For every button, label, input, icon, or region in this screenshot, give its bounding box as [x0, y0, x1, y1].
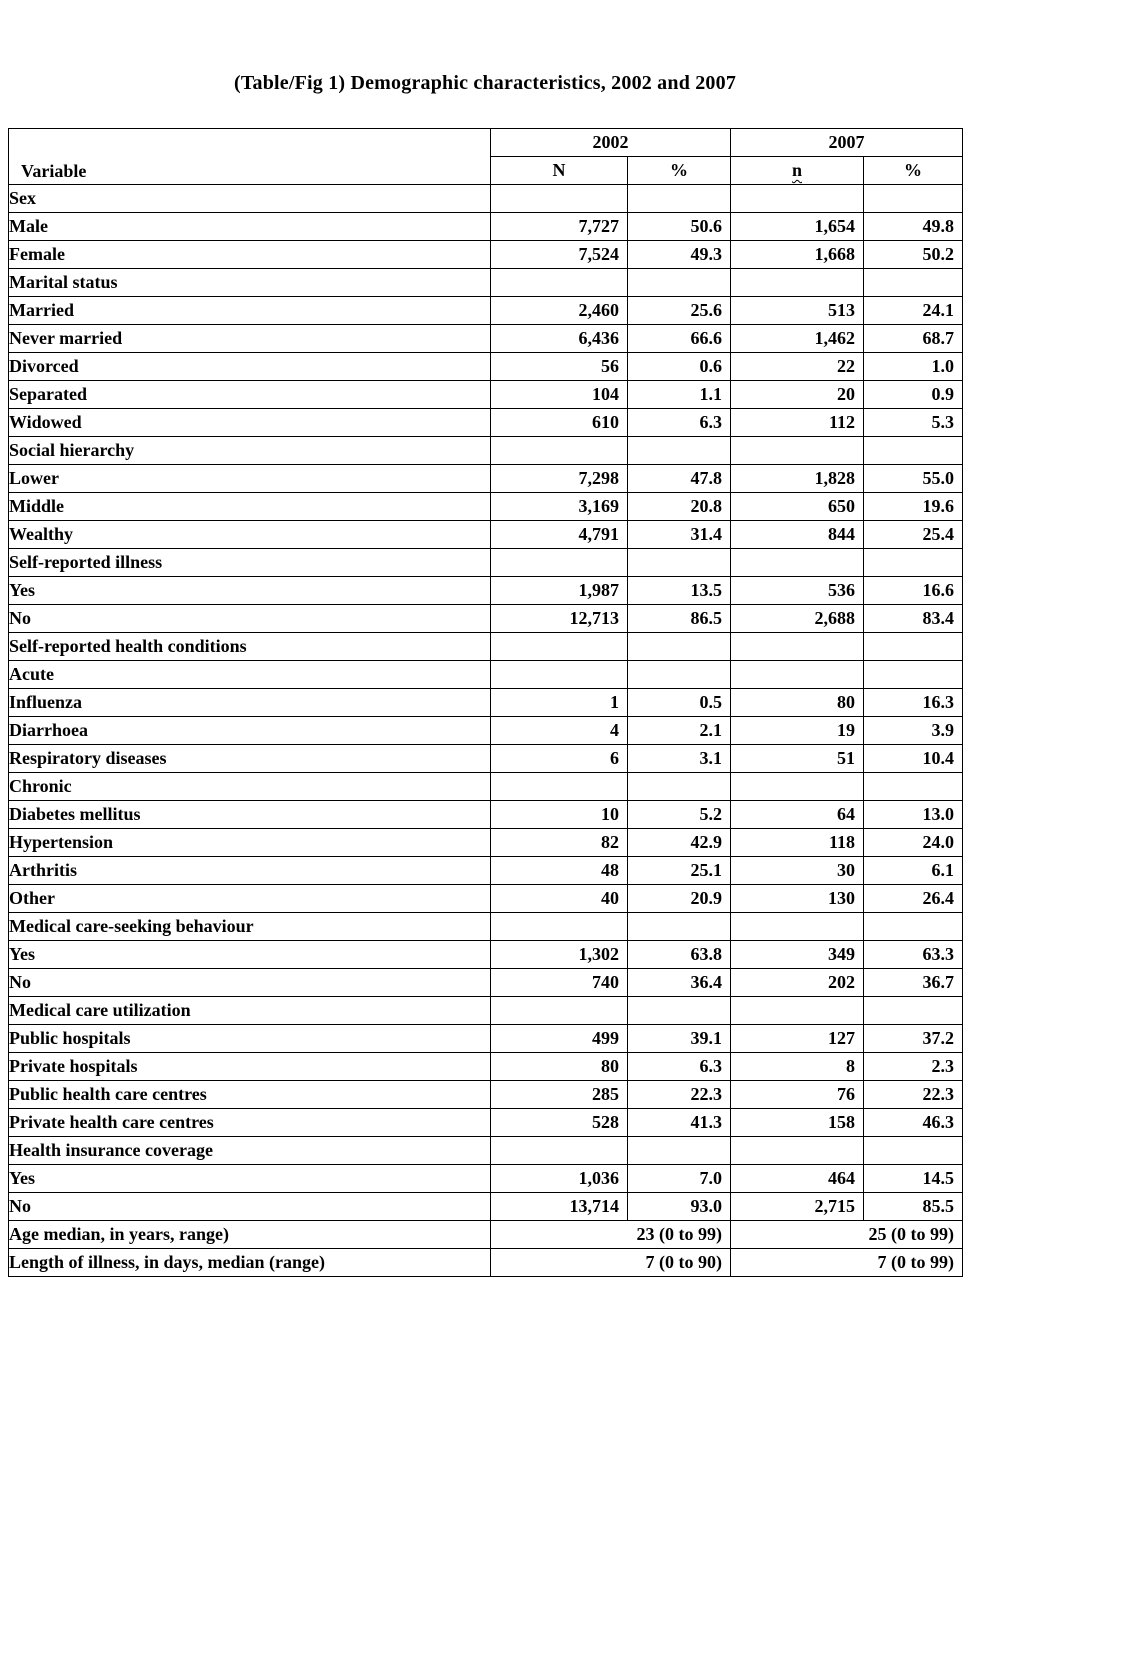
cell-n-2002: [491, 997, 628, 1025]
cell-pct-2002: 7.0: [628, 1165, 731, 1193]
row-label: Self-reported illness: [9, 549, 491, 577]
cell-n-2007: [731, 773, 864, 801]
table-row: [9, 1249, 963, 1277]
cell-pct-2002: [628, 1137, 731, 1165]
cell-n-2007: 22: [731, 353, 864, 381]
table-row: [9, 493, 963, 521]
cell-n-2002: [491, 633, 628, 661]
cell-n-2002: 10: [491, 801, 628, 829]
cell-pct-2007: 55.0: [864, 465, 963, 493]
cell-n-2007: 64: [731, 801, 864, 829]
row-label: Hypertension: [9, 829, 491, 857]
table-row: [9, 1025, 963, 1053]
cell-pct-2002: [628, 913, 731, 941]
cell-pct-2002: 47.8: [628, 465, 731, 493]
cell-n-2002: [491, 269, 628, 297]
column-group-2002: 2002: [491, 129, 731, 157]
cell-pct-2002: 22.3: [628, 1081, 731, 1109]
cell-n-2007: 127: [731, 1025, 864, 1053]
table-row: [9, 185, 963, 213]
cell-pct-2002: 42.9: [628, 829, 731, 857]
cell-pct-2007: 10.4: [864, 745, 963, 773]
row-label: Female: [9, 241, 491, 269]
table-row: [9, 633, 963, 661]
row-label: Married: [9, 297, 491, 325]
cell-n-2002: 6: [491, 745, 628, 773]
column-header-n-2007: [731, 157, 864, 185]
cell-2002-span: 23 (0 to 99): [491, 1221, 731, 1249]
cell-n-2002: 40: [491, 885, 628, 913]
cell-pct-2002: 0.6: [628, 353, 731, 381]
cell-n-2002: [491, 773, 628, 801]
cell-n-2007: [731, 185, 864, 213]
cell-pct-2007: 50.2: [864, 241, 963, 269]
table-row: [9, 1193, 963, 1221]
cell-n-2007: 1,654: [731, 213, 864, 241]
cell-n-2007: 1,828: [731, 465, 864, 493]
row-label: Arthritis: [9, 857, 491, 885]
column-header-variable: Variable: [9, 129, 491, 185]
cell-2007-span: 7 (0 to 99): [731, 1249, 963, 1277]
cell-n-2007: 1,462: [731, 325, 864, 353]
cell-pct-2007: 3.9: [864, 717, 963, 745]
row-label: Wealthy: [9, 521, 491, 549]
row-label: Chronic: [9, 773, 491, 801]
table-row: [9, 577, 963, 605]
row-label: Public health care centres: [9, 1081, 491, 1109]
cell-pct-2002: [628, 773, 731, 801]
cell-n-2007: 8: [731, 1053, 864, 1081]
table-row: [9, 353, 963, 381]
cell-pct-2007: 16.3: [864, 689, 963, 717]
row-label: Marital status: [9, 269, 491, 297]
table-row: [9, 969, 963, 997]
row-label: No: [9, 1193, 491, 1221]
cell-pct-2002: 1.1: [628, 381, 731, 409]
table-row: [9, 549, 963, 577]
cell-n-2002: 4: [491, 717, 628, 745]
cell-n-2002: 610: [491, 409, 628, 437]
cell-pct-2007: 25.4: [864, 521, 963, 549]
table-row: [9, 465, 963, 493]
row-label: Medical care-seeking behaviour: [9, 913, 491, 941]
cell-pct-2007: [864, 997, 963, 1025]
cell-pct-2007: 2.3: [864, 1053, 963, 1081]
cell-n-2002: 104: [491, 381, 628, 409]
row-label: Widowed: [9, 409, 491, 437]
cell-pct-2002: 3.1: [628, 745, 731, 773]
row-label: Private health care centres: [9, 1109, 491, 1137]
cell-pct-2002: [628, 437, 731, 465]
cell-pct-2007: 16.6: [864, 577, 963, 605]
cell-pct-2007: 24.0: [864, 829, 963, 857]
cell-pct-2007: 13.0: [864, 801, 963, 829]
cell-n-2002: [491, 913, 628, 941]
cell-n-2007: 118: [731, 829, 864, 857]
cell-pct-2002: 41.3: [628, 1109, 731, 1137]
cell-2002-span: 7 (0 to 90): [491, 1249, 731, 1277]
table-row: [9, 1165, 963, 1193]
cell-pct-2002: 6.3: [628, 409, 731, 437]
cell-pct-2002: [628, 549, 731, 577]
cell-2007-span: 25 (0 to 99): [731, 1221, 963, 1249]
cell-pct-2007: [864, 913, 963, 941]
column-group-2007: 2007: [731, 129, 963, 157]
table-row: [9, 1137, 963, 1165]
cell-n-2007: 51: [731, 745, 864, 773]
cell-n-2007: 130: [731, 885, 864, 913]
cell-n-2007: 2,688: [731, 605, 864, 633]
table-body: [9, 185, 963, 1277]
cell-pct-2002: 25.6: [628, 297, 731, 325]
cell-n-2007: 513: [731, 297, 864, 325]
table-row: [9, 1221, 963, 1249]
row-label: No: [9, 605, 491, 633]
cell-n-2002: 740: [491, 969, 628, 997]
cell-n-2007: 80: [731, 689, 864, 717]
cell-n-2007: 76: [731, 1081, 864, 1109]
cell-n-2007: [731, 437, 864, 465]
cell-n-2002: [491, 437, 628, 465]
cell-n-2002: [491, 549, 628, 577]
cell-n-2007: 202: [731, 969, 864, 997]
cell-pct-2002: [628, 269, 731, 297]
cell-pct-2007: 14.5: [864, 1165, 963, 1193]
cell-n-2002: [491, 1137, 628, 1165]
cell-pct-2007: [864, 773, 963, 801]
table-row: [9, 1081, 963, 1109]
cell-n-2002: 12,713: [491, 605, 628, 633]
cell-n-2007: 650: [731, 493, 864, 521]
row-label: Never married: [9, 325, 491, 353]
cell-pct-2007: 68.7: [864, 325, 963, 353]
table-row: [9, 605, 963, 633]
cell-pct-2002: 49.3: [628, 241, 731, 269]
cell-pct-2002: 13.5: [628, 577, 731, 605]
cell-n-2002: 4,791: [491, 521, 628, 549]
row-label: Sex: [9, 185, 491, 213]
cell-n-2002: 7,524: [491, 241, 628, 269]
row-label: Influenza: [9, 689, 491, 717]
table-row: [9, 325, 963, 353]
cell-n-2002: 7,727: [491, 213, 628, 241]
cell-pct-2002: 86.5: [628, 605, 731, 633]
table-row: [9, 213, 963, 241]
row-label: Medical care utilization: [9, 997, 491, 1025]
cell-n-2007: 158: [731, 1109, 864, 1137]
n-2007-label: n: [791, 160, 802, 181]
cell-pct-2002: 31.4: [628, 521, 731, 549]
cell-pct-2007: [864, 633, 963, 661]
cell-n-2002: [491, 185, 628, 213]
cell-pct-2007: 63.3: [864, 941, 963, 969]
row-label: Other: [9, 885, 491, 913]
cell-pct-2002: 39.1: [628, 1025, 731, 1053]
demographics-table: [8, 128, 963, 1277]
cell-pct-2002: 93.0: [628, 1193, 731, 1221]
row-label: Separated: [9, 381, 491, 409]
row-label: Social hierarchy: [9, 437, 491, 465]
cell-pct-2007: 83.4: [864, 605, 963, 633]
cell-n-2007: [731, 1137, 864, 1165]
cell-pct-2007: 6.1: [864, 857, 963, 885]
table-row: [9, 661, 963, 689]
cell-n-2002: 80: [491, 1053, 628, 1081]
table-row: [9, 885, 963, 913]
cell-pct-2002: [628, 997, 731, 1025]
cell-pct-2007: [864, 269, 963, 297]
cell-pct-2007: 26.4: [864, 885, 963, 913]
row-label: Diabetes mellitus: [9, 801, 491, 829]
cell-n-2007: 464: [731, 1165, 864, 1193]
row-label: Public hospitals: [9, 1025, 491, 1053]
cell-n-2007: 1,668: [731, 241, 864, 269]
row-label: Length of illness, in days, median (range): [9, 1249, 491, 1277]
cell-pct-2002: [628, 661, 731, 689]
cell-n-2002: 285: [491, 1081, 628, 1109]
table-row: [9, 717, 963, 745]
cell-pct-2002: 20.8: [628, 493, 731, 521]
row-label: Yes: [9, 941, 491, 969]
cell-n-2007: 536: [731, 577, 864, 605]
cell-n-2007: [731, 997, 864, 1025]
row-label: Diarrhoea: [9, 717, 491, 745]
row-label: Age median, in years, range): [9, 1221, 491, 1249]
cell-n-2002: 1: [491, 689, 628, 717]
cell-pct-2002: [628, 185, 731, 213]
cell-n-2002: 6,436: [491, 325, 628, 353]
cell-n-2007: 844: [731, 521, 864, 549]
cell-n-2007: [731, 633, 864, 661]
table-row: [9, 773, 963, 801]
cell-pct-2002: [628, 633, 731, 661]
cell-n-2007: 20: [731, 381, 864, 409]
table-row: [9, 745, 963, 773]
cell-n-2002: 528: [491, 1109, 628, 1137]
table-row: [9, 297, 963, 325]
row-label: Yes: [9, 577, 491, 605]
cell-n-2007: [731, 269, 864, 297]
table-row: [9, 437, 963, 465]
cell-n-2007: 30: [731, 857, 864, 885]
cell-pct-2002: 36.4: [628, 969, 731, 997]
cell-pct-2007: [864, 549, 963, 577]
cell-n-2002: 82: [491, 829, 628, 857]
cell-pct-2007: 36.7: [864, 969, 963, 997]
column-header-pct-2007: %: [864, 157, 963, 185]
table-row: [9, 1053, 963, 1081]
cell-pct-2007: [864, 185, 963, 213]
cell-pct-2002: 63.8: [628, 941, 731, 969]
row-label: Yes: [9, 1165, 491, 1193]
table-row: [9, 801, 963, 829]
column-header-pct-2002: %: [628, 157, 731, 185]
table-row: [9, 1109, 963, 1137]
cell-pct-2002: 6.3: [628, 1053, 731, 1081]
cell-pct-2007: 85.5: [864, 1193, 963, 1221]
table-row: [9, 829, 963, 857]
cell-pct-2002: 25.1: [628, 857, 731, 885]
table-row: [9, 941, 963, 969]
cell-n-2002: [491, 661, 628, 689]
cell-pct-2007: [864, 1137, 963, 1165]
row-label: Private hospitals: [9, 1053, 491, 1081]
cell-n-2002: 3,169: [491, 493, 628, 521]
cell-n-2007: [731, 913, 864, 941]
cell-pct-2007: 1.0: [864, 353, 963, 381]
row-label: Acute: [9, 661, 491, 689]
page-title: (Table/Fig 1) Demographic characteristics, 2002 and 2007: [233, 72, 737, 94]
cell-n-2007: 349: [731, 941, 864, 969]
cell-pct-2007: 5.3: [864, 409, 963, 437]
cell-n-2002: 7,298: [491, 465, 628, 493]
cell-n-2007: [731, 549, 864, 577]
column-header-n-2002: N: [491, 157, 628, 185]
cell-pct-2007: 46.3: [864, 1109, 963, 1137]
row-label: Middle: [9, 493, 491, 521]
row-label: Respiratory diseases: [9, 745, 491, 773]
row-label: Divorced: [9, 353, 491, 381]
row-label: Male: [9, 213, 491, 241]
row-label: Self-reported health conditions: [9, 633, 491, 661]
cell-n-2002: 13,714: [491, 1193, 628, 1221]
cell-n-2007: 112: [731, 409, 864, 437]
cell-n-2002: 56: [491, 353, 628, 381]
cell-pct-2007: 37.2: [864, 1025, 963, 1053]
cell-n-2002: 48: [491, 857, 628, 885]
cell-n-2002: 1,302: [491, 941, 628, 969]
table-row: [9, 269, 963, 297]
cell-n-2007: 19: [731, 717, 864, 745]
cell-pct-2002: 50.6: [628, 213, 731, 241]
table-row: [9, 997, 963, 1025]
header-row-years: [9, 129, 963, 157]
cell-pct-2007: 24.1: [864, 297, 963, 325]
cell-pct-2007: 19.6: [864, 493, 963, 521]
cell-pct-2002: 2.1: [628, 717, 731, 745]
cell-pct-2007: 0.9: [864, 381, 963, 409]
cell-n-2007: [731, 661, 864, 689]
cell-n-2007: 2,715: [731, 1193, 864, 1221]
cell-n-2002: 1,036: [491, 1165, 628, 1193]
table-row: [9, 241, 963, 269]
row-label: No: [9, 969, 491, 997]
cell-pct-2007: [864, 661, 963, 689]
table-row: [9, 689, 963, 717]
cell-pct-2007: 22.3: [864, 1081, 963, 1109]
cell-pct-2002: 20.9: [628, 885, 731, 913]
cell-n-2002: 1,987: [491, 577, 628, 605]
table-row: [9, 913, 963, 941]
cell-pct-2002: 66.6: [628, 325, 731, 353]
table-row: [9, 409, 963, 437]
cell-pct-2007: [864, 437, 963, 465]
row-label: Health insurance coverage: [9, 1137, 491, 1165]
cell-pct-2002: 0.5: [628, 689, 731, 717]
cell-pct-2002: 5.2: [628, 801, 731, 829]
row-label: Lower: [9, 465, 491, 493]
cell-n-2002: 499: [491, 1025, 628, 1053]
cell-n-2002: 2,460: [491, 297, 628, 325]
table-row: [9, 857, 963, 885]
table-row: [9, 521, 963, 549]
table-row: [9, 381, 963, 409]
cell-pct-2007: 49.8: [864, 213, 963, 241]
